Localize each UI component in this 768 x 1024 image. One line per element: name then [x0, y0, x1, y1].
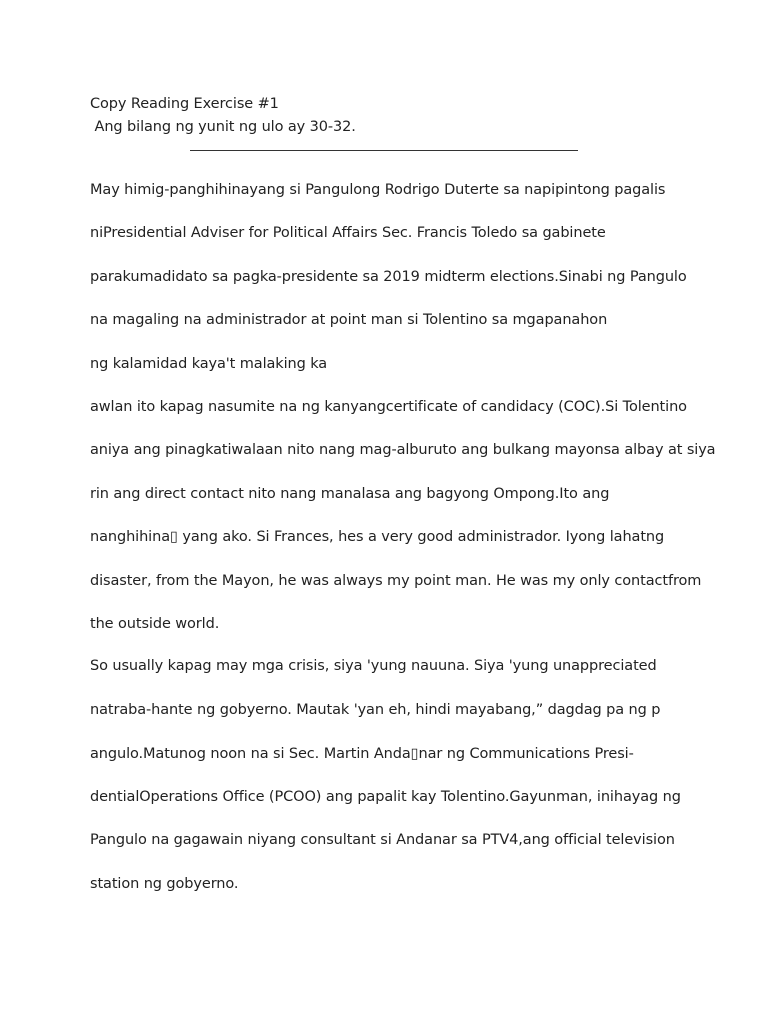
text-line: disaster, from the Mayon, he was always my point man. He was my only contactfrom — [90, 573, 702, 589]
text-line: angulo.Matunog noon na si Sec. Martin Anda▯nar ng Communications Presi- — [90, 746, 634, 762]
text-line: aniya ang pinagkatiwalaan nito nang mag-alburuto ang bulkang mayonsa albay at siya — [90, 442, 716, 458]
text-line: rin ang direct contact nito nang manalasa ang bagyong Ompong.Ito ang — [90, 486, 610, 502]
text-line: ng kalamidad kaya't malaking ka — [90, 356, 328, 372]
document-title: Copy Reading Exercise #1 — [90, 96, 279, 112]
text-line: niPresidential Adviser for Political Affairs Sec. Francis Toledo sa gabinete — [90, 225, 606, 241]
text-line: May himig-panghihinayang si Pangulong Rodrigo Duterte sa napipintong pagalis — [90, 182, 666, 198]
document-subtitle: Ang bilang ng yunit ng ulo ay 30-32. — [90, 119, 356, 135]
separator-line — [190, 150, 578, 151]
text-line: natraba-hante ng gobyerno. Mautak 'yan eh, hindi mayabang,” dagdag pa ng p — [90, 702, 661, 718]
text-line: Pangulo na gagawain niyang consultant si Andanar sa PTV4,ang official television — [90, 832, 675, 848]
text-line: So usually kapag may mga crisis, siya 'yung nauuna. Siya 'yung unappreciated — [90, 658, 657, 674]
text-line: station ng gobyerno. — [90, 876, 239, 892]
text-line: dentialOperations Office (PCOO) ang papalit kay Tolentino.Gayunman, inihayag ng — [90, 789, 681, 805]
text-line: awlan ito kapag nasumite na ng kanyangcertificate of candidacy (COC).Si Tolentino — [90, 399, 687, 415]
text-line: nanghihina▯ yang ako. Si Frances, hes a very good administrador. Iyong lahatng — [90, 529, 665, 545]
text-line: na magaling na administrador at point man si Tolentino sa mgapanahon — [90, 312, 608, 328]
text-line: parakumadidato sa pagka-presidente sa 2019 midterm elections.Sinabi ng Pangulo — [90, 269, 687, 285]
text-line: the outside world. — [90, 616, 220, 632]
